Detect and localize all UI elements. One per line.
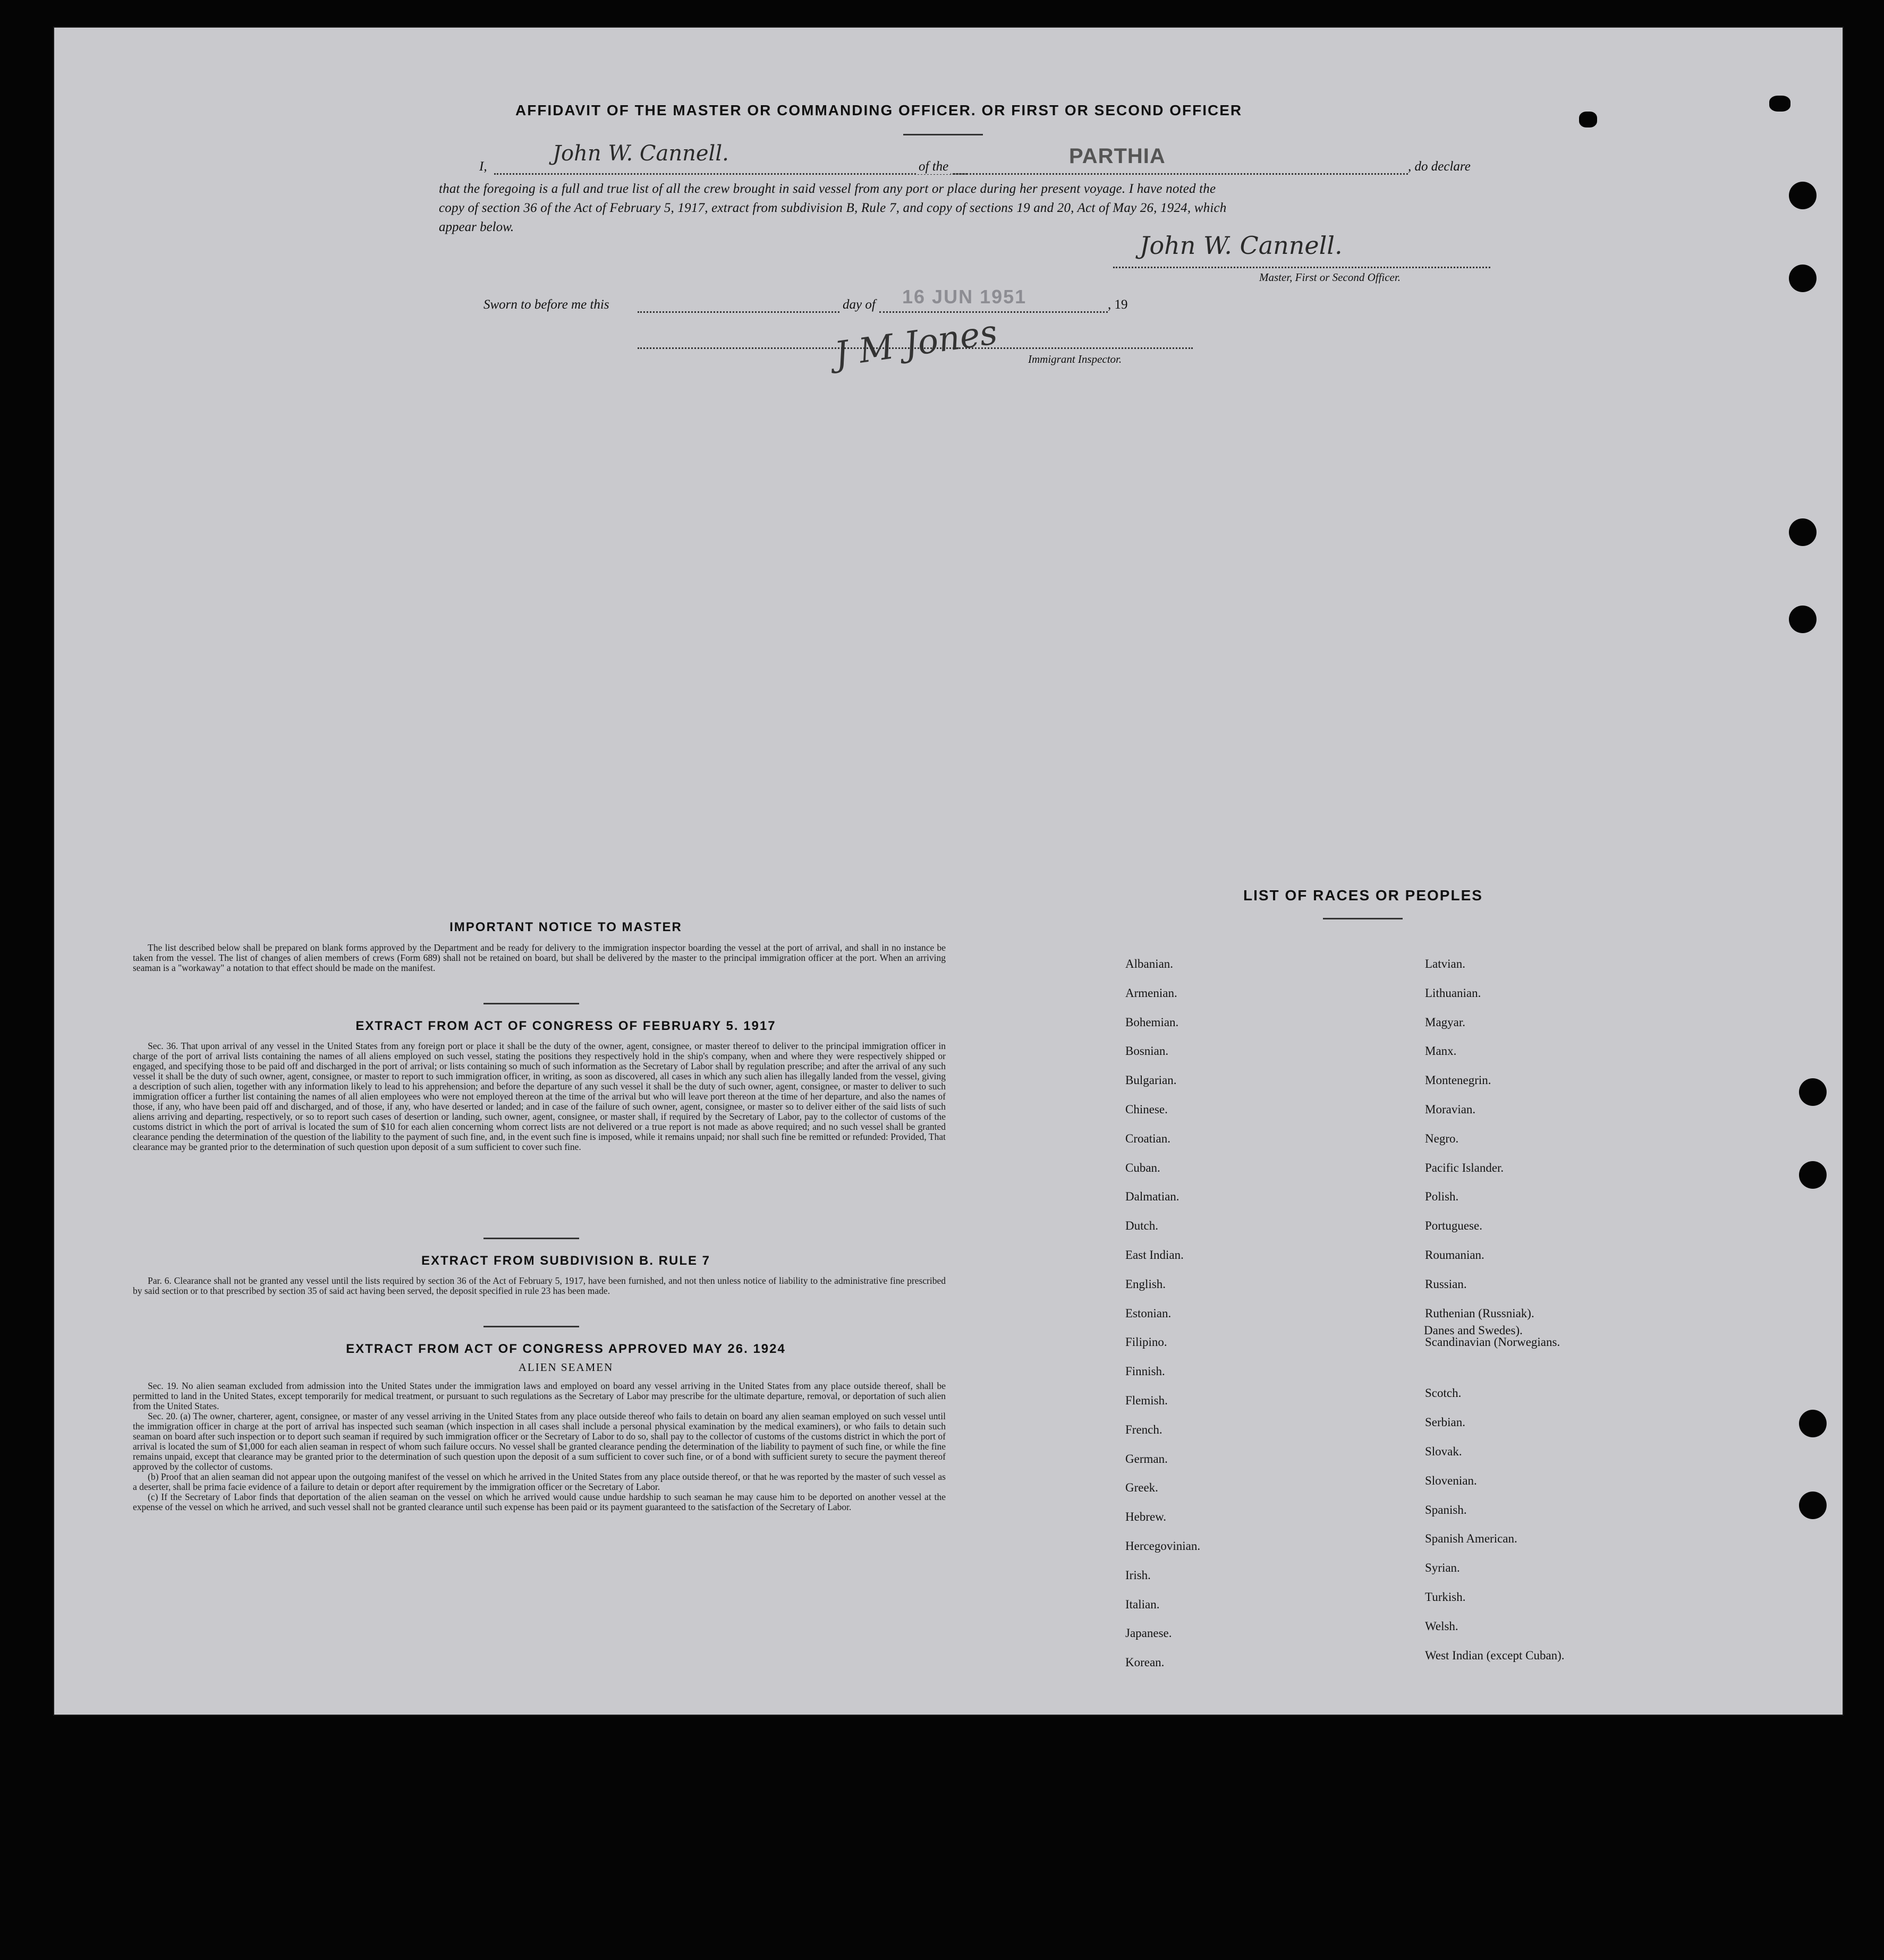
sec20b-paragraph: (b) Proof that an alien seaman did not appear upon the outgoing manifest of the vessel on which he arrived in the United States from any place outside thereof, or that he was reported by the master of such vessel as a deserter, shall be prima facie evidence of a failure to detain or deport after requirement by the immigration officer or the Secretary of Labor. bbox=[133, 1471, 946, 1492]
extract-1924-text bbox=[133, 1381, 946, 1512]
race-item: Spanish American. bbox=[1425, 1532, 1517, 1546]
race-item: Cuban. bbox=[1125, 1161, 1160, 1174]
extract-rule7-paragraph: Par. 6. Clearance shall not be granted any vessel until the lists required by section 36 of the Act of February 5, 1917, have been furnished, and not then unless notice of liability to the administrative fine prescribed by said section or to that prescribed by section 35 of said act having been served, the deposit specified in rule 23 has been made. bbox=[133, 1275, 946, 1296]
sec20c-paragraph: (c) If the Secretary of Labor finds that deportation of the alien seaman on the vessel on which he arrived would cause undue hardship to such seaman he may cause him to be deported on another vessel at the expense of the vessel on which he arrived, and such vessel shall not be granted clearance until such expense has been paid or its payment guaranteed to the satisfaction of the Secretary of Labor. bbox=[133, 1492, 946, 1512]
notice-paragraph: The list described below shall be prepared on blank forms approved by the Department and be ready for delivery to the immigration inspector boarding the vessel at the port of arrival, and shall in no instance be taken from the vessel. The list of changes of alien members of crews (Form 689) shall not be retained on board, but shall be delivered by the master to the principal immigration officer at the port. When an arriving seaman is a "workaway" a notation to that effect should be made on the manifest. bbox=[133, 942, 946, 973]
race-item: Albanian. bbox=[1125, 957, 1174, 970]
race-item: Slovenian. bbox=[1425, 1473, 1477, 1487]
sec19-paragraph: Sec. 19. No alien seaman excluded from admission into the United States under the immigration laws and employed on board any vessel arriving in the United States from any place outside thereof, shall be permitted to land in the United States, except temporarily for medical treatment, or pursuant to such regulations as the Secretary of Labor may prescribe for the ultimate departure, removal, or deportation of such alien from the United States. bbox=[133, 1380, 946, 1411]
race-item: Armenian. bbox=[1125, 986, 1177, 1000]
officer-name-handwritten: John W. Cannell. bbox=[553, 141, 729, 166]
race-item: East Indian. bbox=[1125, 1248, 1184, 1262]
extract-1924-title: EXTRACT FROM ACT OF CONGRESS APPROVED MAY 26. 1924 bbox=[346, 1342, 786, 1356]
sworn-label: Sworn to before me this bbox=[483, 297, 609, 312]
race-item: Turkish. bbox=[1425, 1590, 1466, 1604]
inspector-signature: J M Jones bbox=[832, 312, 1000, 375]
race-item: Dutch. bbox=[1125, 1219, 1158, 1233]
race-item: Welsh. bbox=[1425, 1619, 1458, 1633]
divider-3 bbox=[483, 1326, 579, 1327]
divider-2 bbox=[483, 1238, 579, 1239]
inspector-caption: Immigrant Inspector. bbox=[1028, 353, 1122, 365]
binder-hole bbox=[1789, 518, 1817, 546]
binder-hole bbox=[1789, 265, 1817, 292]
race-item: Hercegovinian. bbox=[1125, 1539, 1201, 1553]
binder-hole bbox=[1799, 1410, 1827, 1437]
race-item: Negro. bbox=[1425, 1131, 1459, 1145]
vessel-name: PARTHIA bbox=[1069, 144, 1166, 168]
affidavit-title: AFFIDAVIT OF THE MASTER OR COMMANDING OFFICER. OR FIRST OR SECOND OFFICER bbox=[515, 102, 1243, 118]
master-signature: John W. Cannell. bbox=[1140, 231, 1343, 260]
signature-line bbox=[1113, 267, 1490, 268]
race-scandinavian-continued: Danes and Swedes). bbox=[1424, 1324, 1523, 1337]
extract-1924-subtitle: ALIEN SEAMEN bbox=[518, 1361, 614, 1374]
name-line bbox=[494, 173, 967, 175]
vessel-line bbox=[954, 173, 1408, 175]
race-item: Finnish. bbox=[1125, 1365, 1165, 1378]
race-item: Bosnian. bbox=[1125, 1044, 1169, 1058]
affidavit-body-line3: appear below. bbox=[439, 220, 514, 234]
notice-text bbox=[133, 943, 946, 973]
race-item: Lithuanian. bbox=[1425, 986, 1481, 1000]
race-item: Roumanian. bbox=[1425, 1248, 1484, 1262]
extract-rule7-text bbox=[133, 1276, 946, 1296]
declare-label: , do declare bbox=[1408, 159, 1471, 174]
race-item: Slovak. bbox=[1425, 1445, 1462, 1458]
extract-1917-paragraph: Sec. 36. That upon arrival of any vessel in the United States from any foreign port or place it shall be the duty of the owner, agent, consignee, or master thereof to deliver to the principal immigration officer in charge of the port of arrival lists containing the names of all aliens employed on such vessel, stating the positions they respectively hold in the ship's company, when and where they were respectively shipped or engaged, and specifying those to be paid off and discharged in the port of arrival; or lists containing so much of such information as the Secretary of Labor shall by regulation prescribe; and after the arrival of any such vessel it shall be the duty of such owner, agent, consignee, or master to report to such immigration officer, in writing, as soon as discovered, all cases in which any such alien has illegally landed from the vessel, giving a description of such alien, together with any information likely to lead to his apprehension; and before the departure of any such vessel it shall be the duty of such owner, agent, consignee, or master to deliver to such immigration officer a further list containing the names of all alien employees who were not employed thereon at the time of the arrival but who will leave port thereon at the time of her departure, and also the names of those, if any, who have been paid off and discharged, and of those, if any, who have deserted or landed; and in case of the failure of such owner, agent, consignee, or master so to deliver either of the said lists of such aliens arriving and departing, respectively, or so to report such cases of desertion or landing, such owner, agent, consignee, or master shall, if required by the Secretary of Labor, pay to the collector of customs of the customs district in which the port of arrival is located the sum of $10 for each alien concerning whom correct lists are not delivered or a true report is not made as above required; and no such vessel shall be granted clearance pending the determination of the question of the liability to the payment of such fine, and, in the event such fine is imposed, while it remains unpaid; nor shall such fine be remitted or refunded: Provided, That clearance may be granted prior to the determination of such question upon deposit of a sum sufficient to cover such fine. bbox=[133, 1041, 946, 1152]
race-item: Syrian. bbox=[1425, 1561, 1460, 1575]
i-label: I, bbox=[479, 159, 487, 174]
inspector-line bbox=[638, 347, 1193, 349]
race-item: Magyar. bbox=[1425, 1015, 1466, 1029]
race-item: Irish. bbox=[1125, 1568, 1151, 1582]
extract-1917-title: EXTRACT FROM ACT OF CONGRESS OF FEBRUARY 5. 1917 bbox=[355, 1019, 776, 1033]
signature-caption: Master, First or Second Officer. bbox=[1259, 271, 1401, 284]
race-item: Ruthenian (Russniak). bbox=[1425, 1306, 1534, 1320]
binder-hole bbox=[1799, 1492, 1827, 1519]
race-item: Japanese. bbox=[1125, 1626, 1172, 1640]
race-item: English. bbox=[1125, 1277, 1166, 1291]
race-item: Dalmatian. bbox=[1125, 1190, 1179, 1204]
race-item: Russian. bbox=[1425, 1277, 1467, 1291]
race-item: Serbian. bbox=[1425, 1416, 1466, 1429]
binder-hole bbox=[1799, 1078, 1827, 1106]
race-item: Scotch. bbox=[1425, 1386, 1462, 1400]
race-item: Pacific Islander. bbox=[1425, 1161, 1504, 1174]
race-item: Chinese. bbox=[1125, 1103, 1168, 1116]
races-underline bbox=[1323, 918, 1403, 919]
binder-hole bbox=[1799, 1161, 1827, 1189]
punch-mark bbox=[1579, 112, 1597, 127]
race-item: Scandinavian (Norwegians. bbox=[1425, 1335, 1560, 1349]
race-item: Moravian. bbox=[1425, 1103, 1476, 1116]
of-the-label: of the bbox=[916, 159, 951, 174]
affidavit-body-line2: copy of section 36 of the Act of February 5, 1917, extract from subdivision B, Rule 7, and copy of sections 19 and 20, Act of May 26, 1924, which bbox=[439, 201, 1227, 215]
binder-hole bbox=[1789, 606, 1817, 633]
race-item: Bulgarian. bbox=[1125, 1073, 1177, 1087]
race-item: French. bbox=[1125, 1422, 1162, 1436]
document-page bbox=[53, 27, 1844, 1716]
extract-rule7-title: EXTRACT FROM SUBDIVISION B. RULE 7 bbox=[421, 1254, 711, 1268]
title-underline bbox=[903, 134, 983, 135]
day-of-label: day of bbox=[843, 297, 876, 312]
races-title: LIST OF RACES OR PEOPLES bbox=[1243, 887, 1483, 904]
binder-hole bbox=[1789, 182, 1817, 209]
race-item: Latvian. bbox=[1425, 957, 1465, 970]
extract-1917-text bbox=[133, 1041, 946, 1152]
race-item: Estonian. bbox=[1125, 1306, 1172, 1320]
date-stamp: 16 JUN 1951 bbox=[902, 286, 1027, 308]
race-item: Spanish. bbox=[1425, 1503, 1467, 1516]
race-item: Bohemian. bbox=[1125, 1015, 1179, 1029]
race-item: West Indian (except Cuban). bbox=[1425, 1648, 1565, 1662]
affidavit-body-line1: that the foregoing is a full and true list of all the crew brought in said vessel from any port or place during her present voyage. I have noted the bbox=[439, 182, 1216, 196]
race-item: Italian. bbox=[1125, 1597, 1160, 1611]
race-item: Polish. bbox=[1425, 1190, 1459, 1204]
race-item: German. bbox=[1125, 1452, 1168, 1465]
race-item: Manx. bbox=[1425, 1044, 1457, 1058]
sworn-day-line bbox=[638, 311, 839, 313]
race-item: Portuguese. bbox=[1425, 1219, 1482, 1233]
race-item: Filipino. bbox=[1125, 1335, 1167, 1349]
notice-title: IMPORTANT NOTICE TO MASTER bbox=[449, 920, 682, 934]
sec20a-paragraph: Sec. 20. (a) The owner, charterer, agent, consignee, or master of any vessel arriving in the United States from any place outside thereof who fails to detain on board any alien seaman employed on such vessel until the immigration officer in charge at the port of arrival has inspected such seaman (which inspection in all cases shall include a personal physical examination by the medical examiners), or who fails to detain such seaman on board after such inspection or to deport such seaman if required by such immigration officer or the Secretary of Labor to do so, shall pay to the collector of customs of the customs district in which the port of arrival is located the sum of $1,000 for each alien seaman in respect of whom such failure occurs. No vessel shall be granted clearance pending the determination of the liability to payment of such fine, or while the fine remains unpaid, except that clearance may be granted prior to the determination of such question upon the deposit of a sum sufficient to cover such fine, or of a bond with sufficient surety to secure the payment thereof approved by the collector of customs. bbox=[133, 1411, 946, 1472]
punch-mark bbox=[1769, 96, 1790, 112]
divider-1 bbox=[483, 1003, 579, 1004]
race-item: Hebrew. bbox=[1125, 1510, 1167, 1524]
race-item: Korean. bbox=[1125, 1656, 1165, 1669]
race-item: Croatian. bbox=[1125, 1131, 1170, 1145]
race-item: Flemish. bbox=[1125, 1394, 1168, 1407]
race-item: Greek. bbox=[1125, 1481, 1158, 1495]
race-item: Montenegrin. bbox=[1425, 1073, 1491, 1087]
year-label: , 19 bbox=[1108, 297, 1128, 312]
